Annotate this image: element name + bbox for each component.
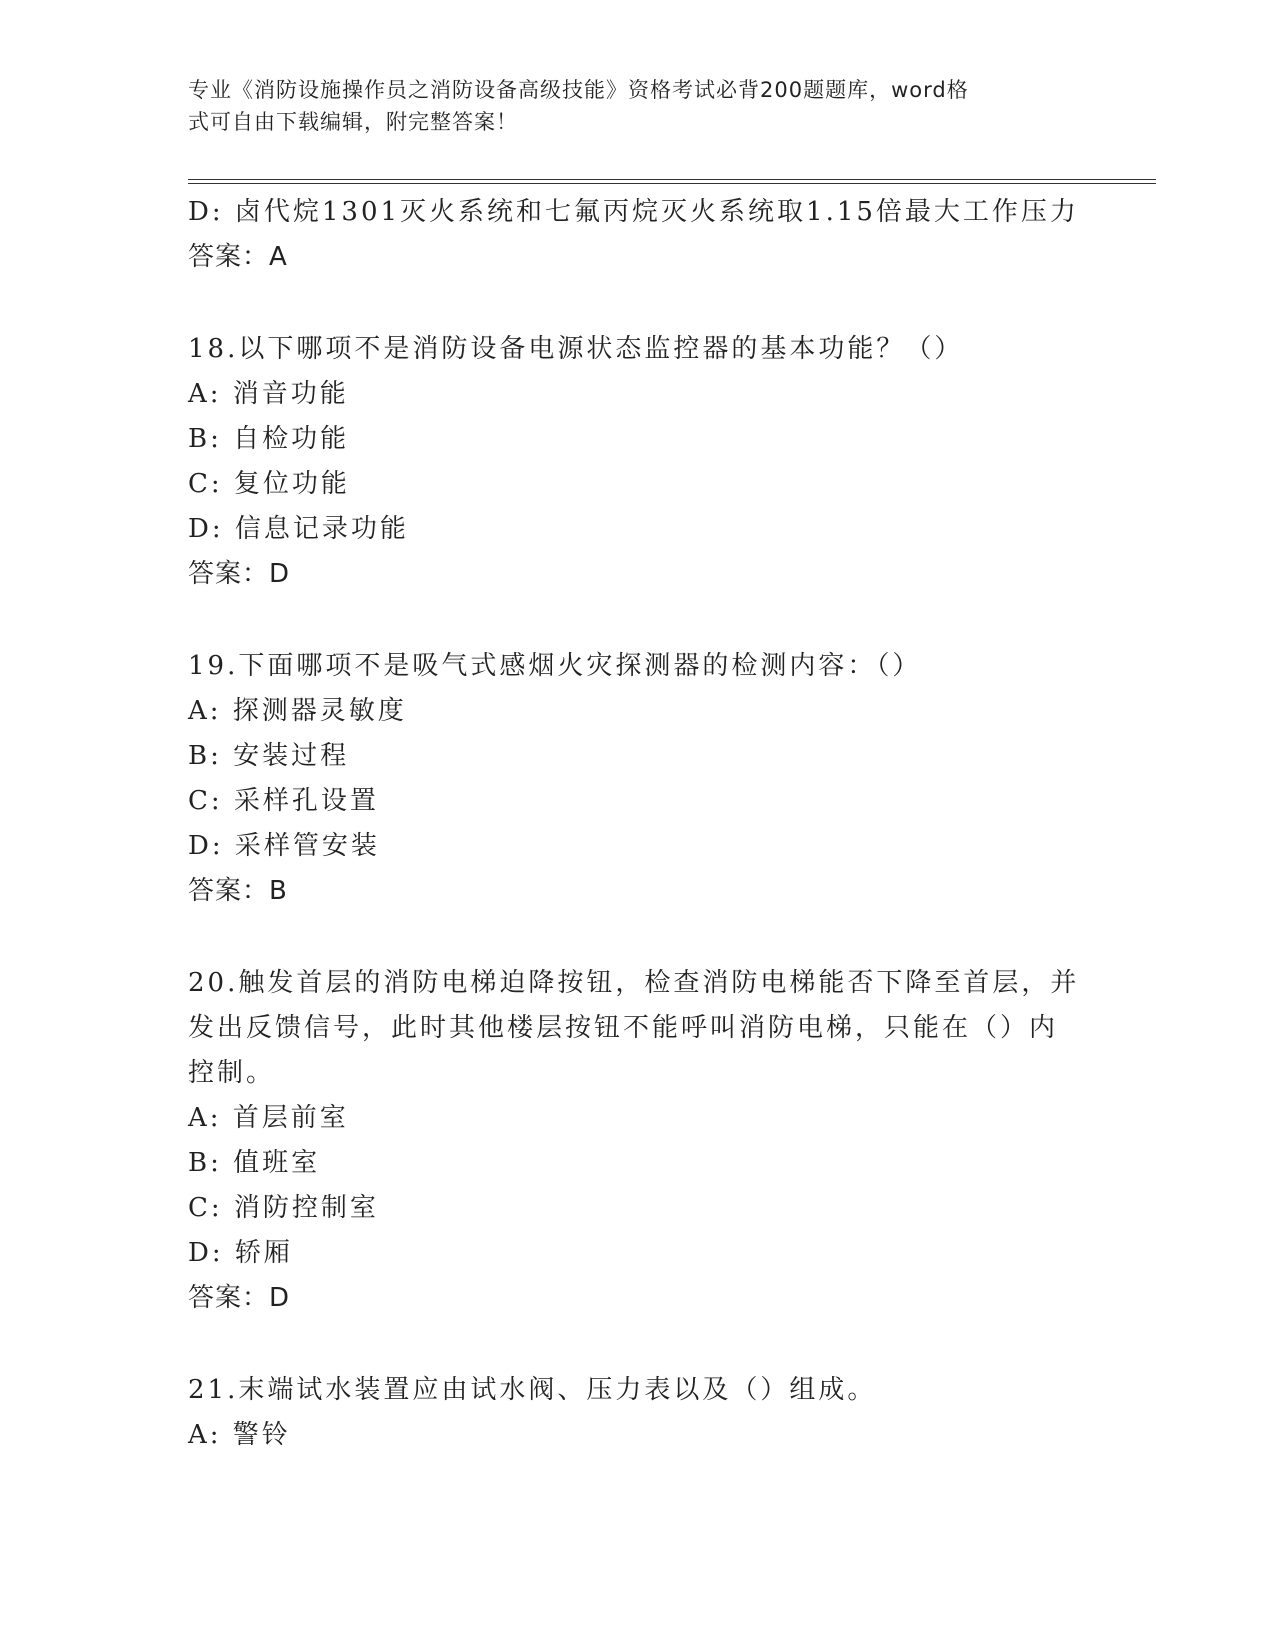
option-a: A: 消音功能 <box>188 379 349 409</box>
option-b: B: 自检功能 <box>188 424 350 454</box>
option-c: C: 消防控制室 <box>188 1193 379 1223</box>
document-header <box>188 74 1068 138</box>
question-18 <box>188 327 1088 597</box>
option-d: D: 轿厢 <box>188 1238 293 1268</box>
question-text: 20.触发首层的消防电梯迫降按钮，检查消防电梯能否下降至首层，并 <box>188 968 1080 998</box>
question-19 <box>188 644 1088 914</box>
question-text: 21.末端试水装置应由试水阀、压力表以及（）组成。 <box>188 1375 877 1405</box>
option-a: A: 探测器灵敏度 <box>188 696 407 726</box>
question-20 <box>188 961 1088 1321</box>
option-c: C: 复位功能 <box>188 469 350 499</box>
option-d: D: 信息记录功能 <box>188 514 409 544</box>
option-a: A: 警铃 <box>188 1420 291 1450</box>
option-d: D: 卤代烷1301灭火系统和七氟丙烷灭火系统取1.15倍最大工作压力 <box>188 197 1079 227</box>
header-divider-bottom <box>188 183 1156 184</box>
answer-line: 答案：B <box>188 876 288 906</box>
header-divider-top <box>188 179 1156 180</box>
header-line-2: 式可自由下载编辑，附完整答案！ <box>188 110 518 134</box>
question-17-tail <box>188 190 1088 280</box>
answer-line: 答案：A <box>188 242 288 272</box>
answer-line: 答案：D <box>188 1283 291 1313</box>
option-d: D: 采样管安装 <box>188 831 380 861</box>
question-list <box>188 190 1088 1458</box>
question-text: 控制。 <box>188 1058 276 1088</box>
option-c: C: 采样孔设置 <box>188 786 379 816</box>
answer-line: 答案：D <box>188 559 291 589</box>
option-b: B: 值班室 <box>188 1148 321 1178</box>
question-21 <box>188 1368 1088 1458</box>
question-text: 18.以下哪项不是消防设备电源状态监控器的基本功能？（） <box>188 334 964 364</box>
header-line-1: 专业《消防设施操作员之消防设备高级技能》资格考试必背200题题库，word格 <box>188 78 969 102</box>
question-text: 19.下面哪项不是吸气式感烟火灾探测器的检测内容：（） <box>188 651 922 681</box>
option-a: A: 首层前室 <box>188 1103 349 1133</box>
question-text: 发出反馈信号，此时其他楼层按钮不能呼叫消防电梯，只能在（）内 <box>188 1013 1059 1043</box>
option-b: B: 安装过程 <box>188 741 350 771</box>
